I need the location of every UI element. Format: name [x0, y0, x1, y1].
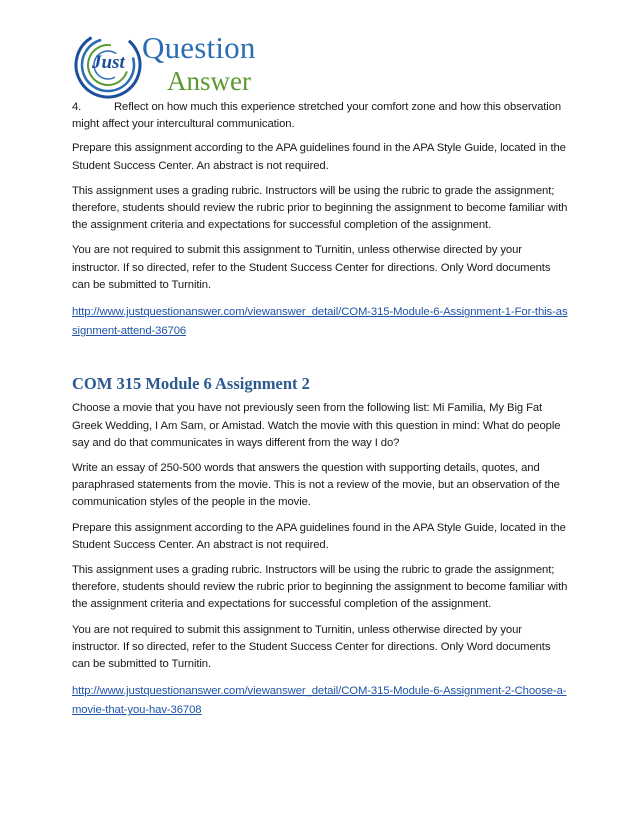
apa-paragraph-2: Prepare this assignment according to the APA guidelines found in the APA Style Guide, located in the Student Success Center. An abstract is not required.	[72, 521, 566, 551]
document-body	[72, 99, 568, 728]
rubric-paragraph-1: This assignment uses a grading rubric. Instructors will be using the rubric to grade the assignment; therefore, students should review the rubric prior to beginning the assignment to become familiar with the assignment criteria and expectations for successful completion of the assignment.	[72, 184, 568, 232]
answer-link-1-block	[72, 302, 568, 340]
list-item-text: Reflect on how much this experience stretched your comfort zone and how this observation might affect your intercultural communication.	[72, 101, 562, 131]
list-item-4	[72, 99, 568, 133]
logo-question-text: Question	[142, 30, 256, 65]
turnitin-paragraph-2: You are not required to submit this assignment to Turnitin, unless otherwise directed by your instructor. If so directed, refer to the Student Success Center for directions. Only Word documents can be submitted to Turnitin.	[72, 623, 551, 671]
intro-paragraph: Choose a movie that you have not previously seen from the following list: Mi Familia, My Big Fat Greek Wedding, I Am Sam, or Amistad. Watch the movie with this question in mind: What do people say and do that communicates in ways different from the way I do?	[72, 402, 561, 449]
rubric-paragraph-2: This assignment uses a grading rubric. Instructors will be using the rubric to grade the assignment; therefore, students should review the rubric prior to beginning the assignment to become familiar with the assignment criteria and expectations for successful completion of the assignment.	[72, 564, 568, 611]
apa-paragraph-1: Prepare this assignment according to the APA guidelines found in the APA Style Guide, located in the Student Success Center. An abstract is not required.	[72, 142, 566, 172]
logo-just-text: Just	[92, 52, 125, 73]
list-item-number: 4.	[72, 101, 82, 113]
essay-paragraph: Write an essay of 250-500 words that answers the question with supporting details, quotes, and paraphrased statements from the movie. This is not a review of the movie, but an observation of the communication styles of the people in the movie.	[72, 462, 560, 509]
logo-answer-text: Answer	[167, 66, 251, 96]
site-logo	[72, 28, 292, 100]
section-heading: COM 315 Module 6 Assignment 2	[72, 374, 310, 394]
answer-link-1[interactable]: http://www.justquestionanswer.com/viewanswer_detail/COM-315-Module-6-Assignment-1-For-this-assignment-attend-36706	[72, 306, 568, 338]
answer-link-2-block	[72, 681, 568, 719]
answer-link-2[interactable]: http://www.justquestionanswer.com/viewanswer_detail/COM-315-Module-6-Assignment-2-Choose-a-movie-that-you-hav-36708	[72, 685, 567, 717]
turnitin-paragraph-1: You are not required to submit this assignment to Turnitin, unless otherwise directed by your instructor. If so directed, refer to the Student Success Center for directions. Only Word documents can be submitted to Turnitin.	[72, 244, 551, 291]
